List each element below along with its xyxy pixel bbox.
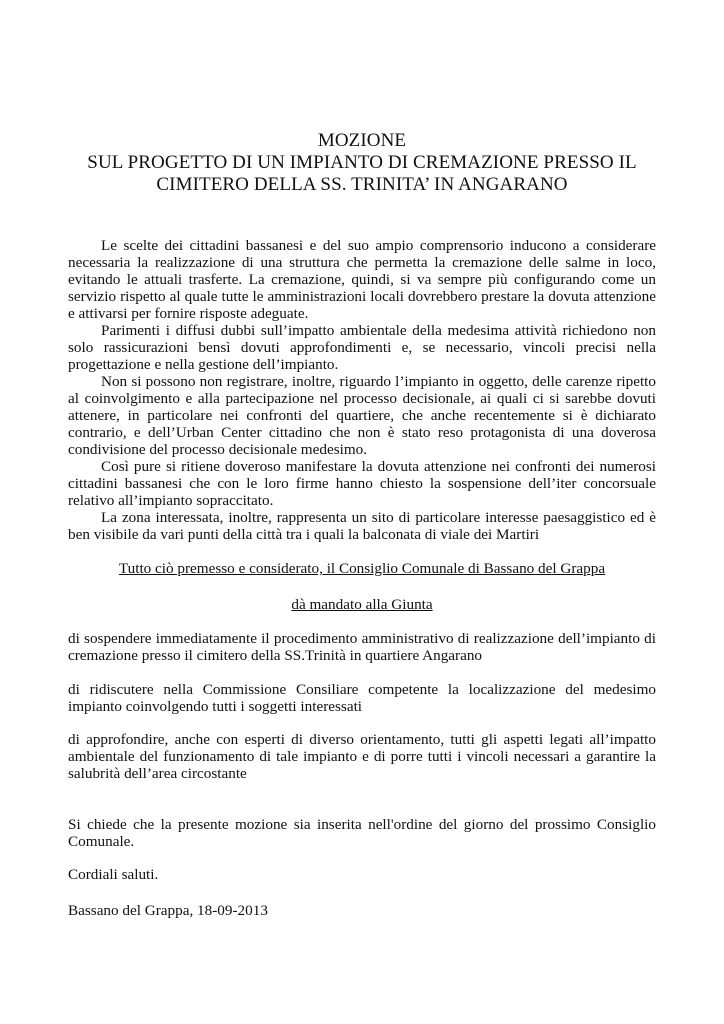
request-paragraph: Si chiede che la presente mozione sia inserita nell'ordine del giorno del prossimo Consiglio Comunale. bbox=[68, 816, 656, 850]
mandate-line: dà mandato alla Giunta bbox=[291, 596, 433, 613]
mandate-item: di sospendere immediatamente il procedimento amministrativo di realizzazione dell’impianto di cremazione presso il cimitero della SS.Trinità in quartiere Angarano bbox=[68, 630, 656, 664]
mandate-item: di ridiscutere nella Commissione Consiliare competente la localizzazione del medesimo impianto coinvolgendo tutti i soggetti interessati bbox=[68, 681, 656, 715]
mandate-item: di approfondire, anche con esperti di diverso orientamento, tutti gli aspetti legati all’impatto ambientale del funzionamento di tale impianto e di porre tutti i vincoli necessari a garantire la salubrità dell’area circostante bbox=[68, 731, 656, 782]
greeting: Cordiali saluti. bbox=[68, 866, 159, 883]
title-line-1: MOZIONE bbox=[317, 130, 407, 151]
title-line-2: SUL PROGETTO DI UN IMPIANTO DI CREMAZIONE PRESSO IL bbox=[87, 152, 637, 173]
considered-line: Tutto ciò premesso e considerato, il Consiglio Comunale di Bassano del Grappa bbox=[118, 560, 606, 577]
premise-paragraph: Parimenti i diffusi dubbi sull’impatto ambientale della medesima attività richiedono non solo rassicurazioni bensì dovuti approfondimenti e, se necessario, vincoli precisi nella progettazione e nella gestione dell’impianto. bbox=[68, 322, 656, 373]
premise-paragraph: Così pure si ritiene doveroso manifestare la dovuta attenzione nei confronti dei numerosi cittadini bassanesi che con le loro firme hanno chiesto la sospensione dell’iter concorsuale relativo all’impianto sopraccitato. bbox=[68, 458, 656, 509]
premise-paragraph: La zona interessata, inoltre, rappresenta un sito di particolare interesse paesaggistico ed è ben visibile da vari punti della città tra i quali la balconata di viale dei Martiri bbox=[68, 509, 656, 543]
premise-paragraph: Le scelte dei cittadini bassanesi e del suo ampio comprensorio inducono a considerare necessaria la realizzazione di una struttura che permetta la cremazione delle salme in loco, evitando le attuali trasferte. La cremazione, quindi, si va sempre più configurando come un servizio rispetto al quale tutte le amministrazioni locali dovrebbero prestare la dovuta attenzione e attivarsi per fornire risposte adeguate. bbox=[68, 237, 656, 322]
place-date: Bassano del Grappa, 18-09-2013 bbox=[68, 902, 268, 919]
premises-section bbox=[68, 237, 656, 543]
document-title bbox=[0, 130, 724, 196]
premise-paragraph: Non si possono non registrare, inoltre, riguardo l’impianto in oggetto, delle carenze ripetto al coinvolgimento e alla partecipazione nel processo decisionale, ai quali ci si sarebbe dovuti attenere, in particolare nei confronti del quartiere, che anche recentemente si è dichiarato contrario, e dell’Urban Center cittadino che non è stato reso protagonista di una doverosa condivisione del processo decisionale medesimo. bbox=[68, 373, 656, 458]
title-line-3: CIMITERO DELLA SS. TRINITA’ IN ANGARANO bbox=[156, 174, 568, 195]
